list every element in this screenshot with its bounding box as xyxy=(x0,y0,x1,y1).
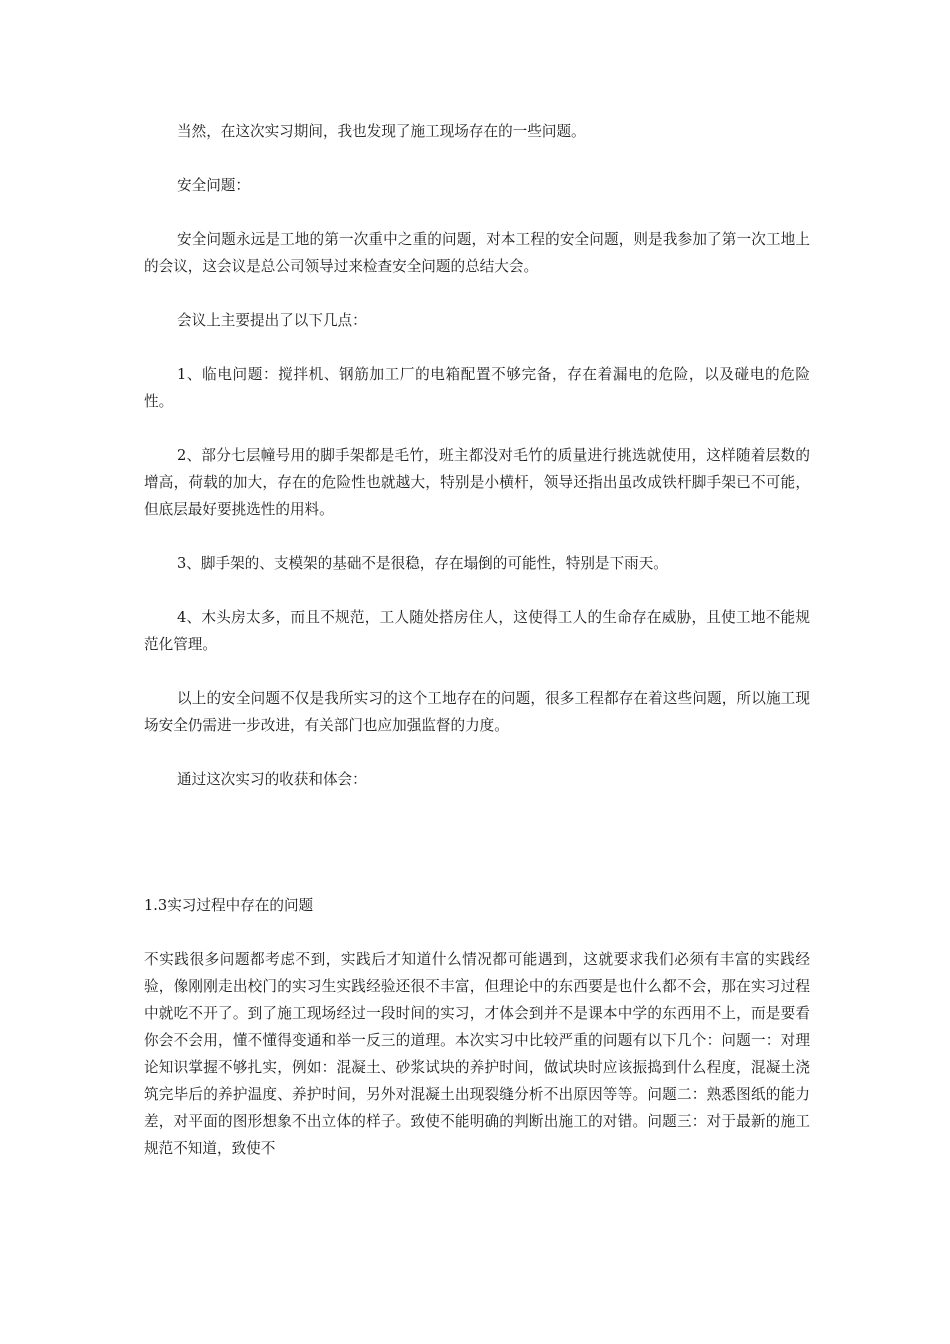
paragraph-point-2: 2、部分七层幢号用的脚手架都是毛竹，班主都没对毛竹的质量进行挑选就使用，这样随着层数的增高，荷载的加大，存在的危险性也就越大，特别是小横杆，领导还指出虽改成铁杆脚手架已不可能，但底层最好要挑选性的用料。 xyxy=(144,447,810,518)
paragraph-point-3: 3、脚手架的、支模架的基础不是很稳，存在塌倒的可能性，特别是下雨天。 xyxy=(177,555,668,572)
paragraph-gains-intro: 通过这次实习的收获和体会： xyxy=(177,771,367,788)
paragraph-safety-heading: 安全问题： xyxy=(177,177,250,194)
paragraph-safety-summary: 以上的安全问题不仅是我所实习的这个工地存在的问题，很多工程都存在着这些问题，所以施工现场安全仍需进一步改进，有关部门也应加强监督的力度。 xyxy=(144,690,810,734)
paragraph-safety-overview: 安全问题永远是工地的第一次重中之重的问题，对本工程的安全问题，则是我参加了第一次工地上的会议，这会议是总公司领导过来检查安全问题的总结大会。 xyxy=(144,231,810,275)
paragraph-intro: 当然，在这次实习期间，我也发现了施工现场存在的一些问题。 xyxy=(177,123,586,140)
paragraph-point-4: 4、木头房太多，而且不规范，工人随处搭房住人，这使得工人的生命存在威胁，且使工地不能规范化管理。 xyxy=(144,609,810,653)
section-heading: 1.3实习过程中存在的问题 xyxy=(144,897,314,914)
paragraph-meeting-points: 会议上主要提出了以下几点： xyxy=(177,312,367,329)
paragraph-point-1: 1、临电问题：搅拌机、钢筋加工厂的电箱配置不够完备，存在着漏电的危险，以及碰电的危险性。 xyxy=(144,366,810,410)
section-body: 不实践很多问题都考虑不到，实践后才知道什么情况都可能遇到，这就要求我们必须有丰富的实践经验，像刚刚走出校门的实习生实践经验还很不丰富，但理论中的东西要是也什么都不会，那在实习过程中就吃不开了。到了施工现场经过一段时间的实习，才体会到并不是课本中学的东西用不上，而是要看你会不会用，懂不懂得变通和举一反三的道理。本次实习中比较严重的问题有以下几个：问题一：对理论知识掌握不够扎实，例如：混凝土、砂浆试块的养护时间，做试块时应该振捣到什么程度，混凝土浇筑完毕后的养护温度、养护时间，另外对混凝土出现裂缝分析不出原因等等。问题二：熟悉图纸的能力差，对平面的图形想象不出立体的样子。致使不能明确的判断出施工的对错。问题三：对于最新的施工规范不知道，致使不 xyxy=(144,951,810,1157)
